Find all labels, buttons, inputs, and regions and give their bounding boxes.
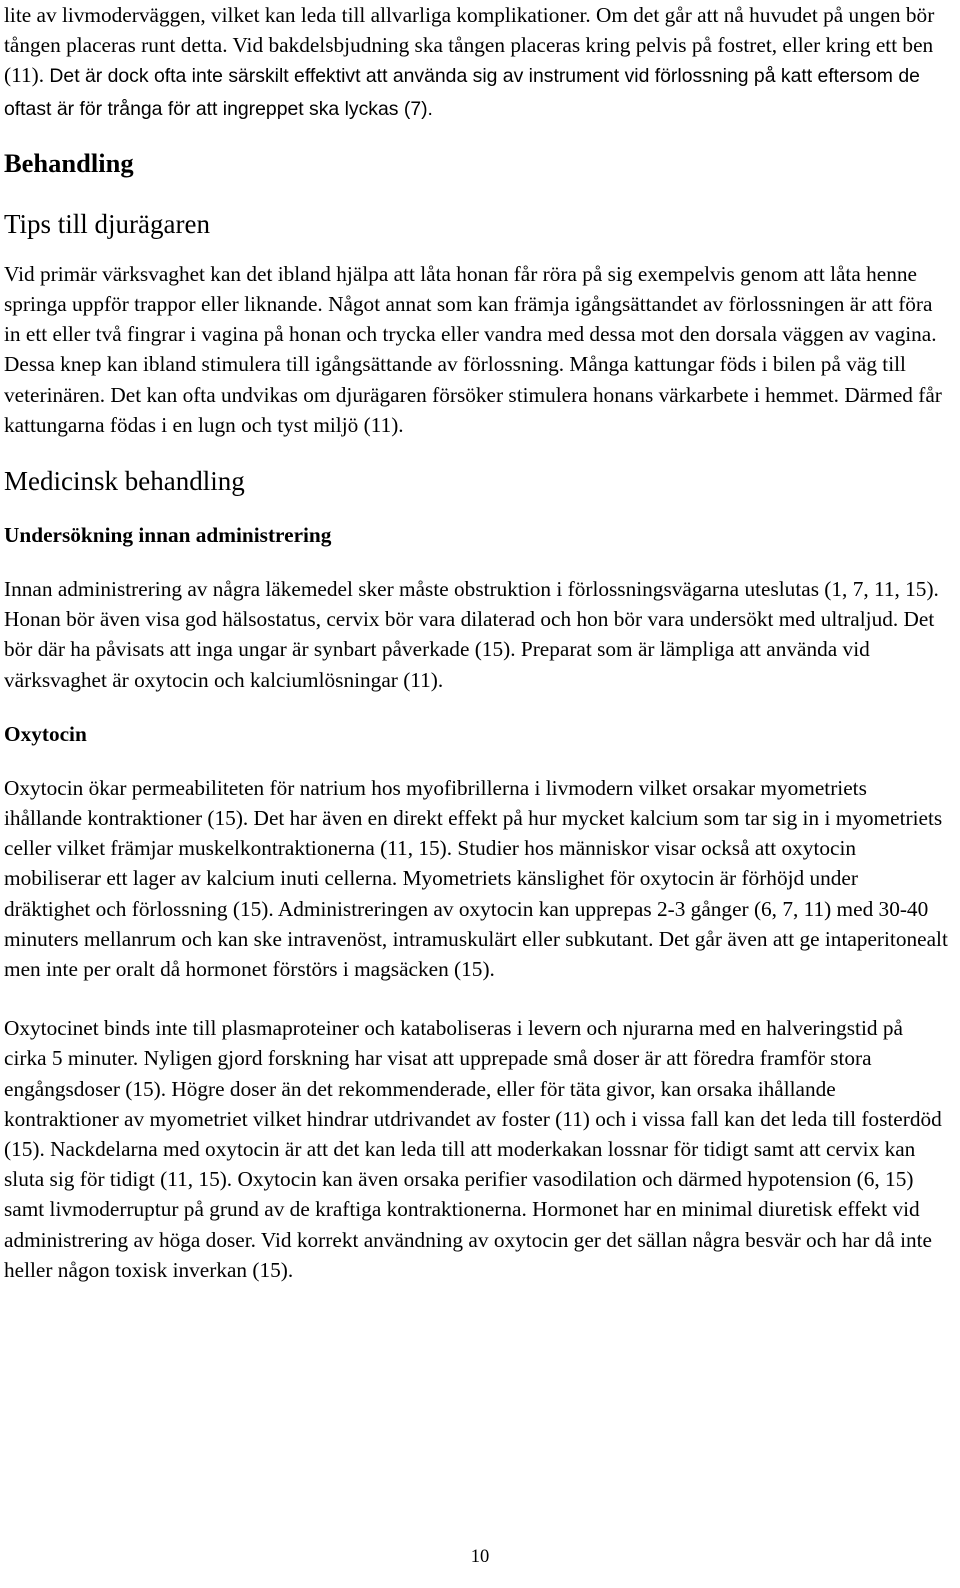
intro-text-serif: lite av livmoderväggen, vilket kan leda till allvarliga komplikationer. Om det går att nå huvudet på ungen bör tången placeras runt detta. Vid bakdelsbjudning ska tången placeras kring pelvis på fostret, eller kring ett ben (11). (4, 3, 935, 88)
undersokning-paragraph: Innan administrering av några läkemedel sker måste obstruktion i förlossningsvägarna uteslutas (1, 7, 11, 15). Honan bör även visa god hälsostatus, cervix bör vara dilaterad och hon bör vara undersökt med ultraljud. Det bör där ha påvisats att inga ungar är synbart påverkade (15). Preparat som är lämpliga att använda vid värksvaghet är oxytocin och kalciumlösningar (11). (4, 577, 939, 692)
section-title-behandling: Behandling (4, 147, 134, 178)
section-title-tips: Tips till djurägaren (4, 208, 210, 239)
intro-text-sans: Det är dock ofta inte särskilt effektivt att använda sig av instrument vid förlossning på katt eftersom de oftast är för trånga för att ingreppet ska lyckas (7). (4, 65, 920, 120)
oxytocin-paragraph-2: Oxytocinet binds inte till plasmaproteiner och kataboliseras i levern och njurarna med en halveringstid på cirka 5 minuter. Nyligen gjord forskning har visat att upprepade små doser är att föredra framför stora engångsdoser (15). Högre doser än det rekommenderade, eller för täta givor, kan orsaka ihållande kontraktioner av myometriet vilket hindrar utdrivandet av foster (11) och i vissa fall kan det leda till fosterdöd (15). Nackdelarna med oxytocin är att det kan leda till att moderkakan lossnar för tidigt samt att cervix kan sluta sig för tidigt (11, 15). Oxytocin kan även orsaka perifier vasodilation och därmed hypotension (6, 15) samt livmoderruptur på grund av de kraftiga kontraktionerna. Hormonet har en minimal diuretisk effekt vid administrering av höga doser. Vid korrekt användning av oxytocin ger det sällan några besvär och har då inte heller någon toxisk inverkan (15). (4, 1016, 942, 1282)
section-title-undersokning: Undersökning innan administrering (4, 523, 332, 548)
intro-paragraph (4, 0, 948, 125)
section-title-medicinsk: Medicinsk behandling (4, 466, 245, 497)
page-number: 10 (470, 1547, 490, 1567)
oxytocin-paragraph-1: Oxytocin ökar permeabiliteten för natrium hos myofibrillerna i livmodern vilket orsakar myometriets ihållande kontraktioner (15). Det har även en direkt effekt på hur mycket kalcium som tar sig in i myometriets celler vilket främjar muskelkontraktionerna (11, 15). Studier hos människor visar också att oxytocin mobiliserar ett lager av kalcium inuti cellerna. Myometriets känslighet för oxytocin är förhöjd under dräktighet och förlossning (15). Administreringen av oxytocin kan upprepas 2-3 gånger (6, 7, 11) med 30-40 minuters mellanrum och kan ske intravenöst, intramuskulärt eller subkutant. Det går även att ge intaperitonealt men inte per oralt då hormonet förstörs i magsäcken (15). (4, 775, 948, 982)
section-title-oxytocin: Oxytocin (4, 721, 87, 746)
tips-paragraph: Vid primär värksvaghet kan det ibland hjälpa att låta honan får röra på sig exempelvis genom att låta henne springa uppför trappor eller liknande. Något annat som kan främja igångsättandet av förlossningen är att föra in ett eller två fingrar i vagina på honan och trycka eller vandra med dessa mot den dorsala väggen av vagina. Dessa knep kan ibland stimulera till igångsättande av förlossning. Många kattungar föds i bilen på väg till veterinären. Det kan ofta undvikas om djurägaren försöker stimulera honans värkarbete i hemmet. Därmed får kattungarna födas i en lugn och tyst miljö (11). (4, 261, 942, 437)
